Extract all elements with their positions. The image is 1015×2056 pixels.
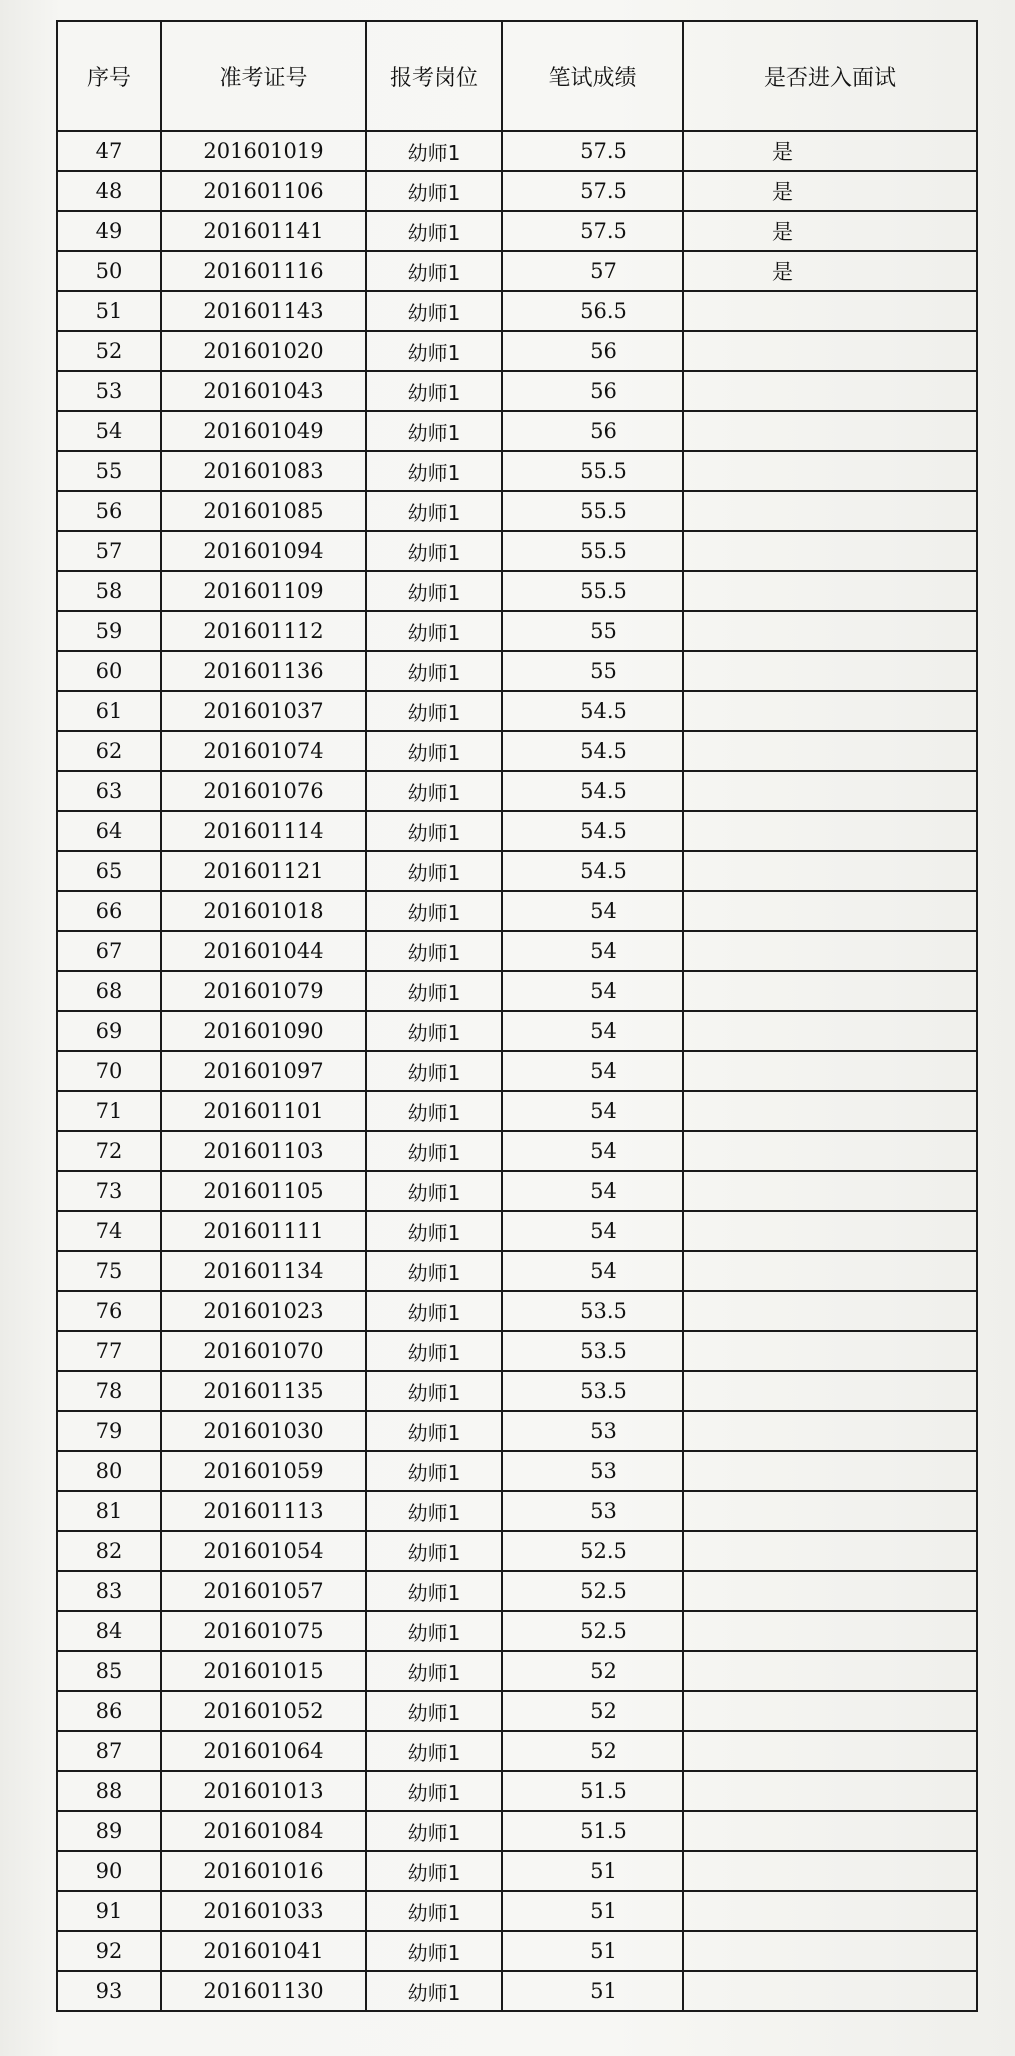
table-row <box>57 1371 977 1411</box>
cell-interview-status <box>683 1971 977 2011</box>
cell-admission-ticket: 201601037 <box>161 691 366 731</box>
cell-interview-status <box>683 1571 977 1611</box>
cell-written-score: 53 <box>502 1491 683 1531</box>
cell-applied-post: 幼师1 <box>366 1571 502 1611</box>
cell-admission-ticket: 201601097 <box>161 1051 366 1091</box>
cell-interview-status <box>683 1891 977 1931</box>
cell-admission-ticket: 201601111 <box>161 1211 366 1251</box>
cell-applied-post: 幼师1 <box>366 1691 502 1731</box>
cell-interview-status <box>683 1491 977 1531</box>
cell-written-score: 56 <box>502 411 683 451</box>
table-row <box>57 291 977 331</box>
cell-written-score: 54 <box>502 1091 683 1131</box>
cell-serial-number: 89 <box>57 1811 161 1851</box>
cell-applied-post: 幼师1 <box>366 131 502 171</box>
table-row <box>57 1131 977 1171</box>
cell-admission-ticket: 201601015 <box>161 1651 366 1691</box>
cell-applied-post: 幼师1 <box>366 331 502 371</box>
cell-admission-ticket: 201601041 <box>161 1931 366 1971</box>
cell-applied-post: 幼师1 <box>366 1891 502 1931</box>
cell-written-score: 57.5 <box>502 131 683 171</box>
cell-written-score: 54.5 <box>502 691 683 731</box>
cell-admission-ticket: 201601141 <box>161 211 366 251</box>
cell-serial-number: 72 <box>57 1131 161 1171</box>
cell-admission-ticket: 201601143 <box>161 291 366 331</box>
table-row <box>57 731 977 771</box>
table-row <box>57 1091 977 1131</box>
cell-written-score: 53.5 <box>502 1371 683 1411</box>
cell-written-score: 54 <box>502 1011 683 1051</box>
cell-interview-status <box>683 1051 977 1091</box>
cell-applied-post: 幼师1 <box>366 531 502 571</box>
table-row <box>57 331 977 371</box>
cell-serial-number: 57 <box>57 531 161 571</box>
cell-serial-number: 84 <box>57 1611 161 1651</box>
cell-admission-ticket: 201601043 <box>161 371 366 411</box>
cell-applied-post: 幼师1 <box>366 1291 502 1331</box>
cell-interview-status <box>683 1651 977 1691</box>
cell-admission-ticket: 201601109 <box>161 571 366 611</box>
table-row <box>57 931 977 971</box>
cell-interview-status: 是 <box>683 251 977 291</box>
table-row <box>57 1011 977 1051</box>
cell-written-score: 51 <box>502 1851 683 1891</box>
cell-serial-number: 66 <box>57 891 161 931</box>
cell-interview-status <box>683 1691 977 1731</box>
cell-interview-status <box>683 451 977 491</box>
cell-interview-status <box>683 1251 977 1291</box>
cell-admission-ticket: 201601085 <box>161 491 366 531</box>
cell-serial-number: 49 <box>57 211 161 251</box>
cell-admission-ticket: 201601064 <box>161 1731 366 1771</box>
cell-written-score: 55.5 <box>502 491 683 531</box>
cell-written-score: 54 <box>502 1051 683 1091</box>
cell-interview-status <box>683 291 977 331</box>
cell-applied-post: 幼师1 <box>366 731 502 771</box>
cell-admission-ticket: 201601052 <box>161 1691 366 1731</box>
cell-applied-post: 幼师1 <box>366 1371 502 1411</box>
table-row <box>57 1451 977 1491</box>
table-row <box>57 251 977 291</box>
cell-applied-post: 幼师1 <box>366 811 502 851</box>
cell-written-score: 54 <box>502 1251 683 1291</box>
cell-serial-number: 65 <box>57 851 161 891</box>
cell-applied-post: 幼师1 <box>366 491 502 531</box>
cell-applied-post: 幼师1 <box>366 1971 502 2011</box>
table-row <box>57 1851 977 1891</box>
cell-serial-number: 55 <box>57 451 161 491</box>
cell-written-score: 55.5 <box>502 571 683 611</box>
cell-admission-ticket: 201601059 <box>161 1451 366 1491</box>
cell-written-score: 54 <box>502 1171 683 1211</box>
cell-admission-ticket: 201601057 <box>161 1571 366 1611</box>
cell-written-score: 52.5 <box>502 1571 683 1611</box>
cell-serial-number: 73 <box>57 1171 161 1211</box>
cell-admission-ticket: 201601044 <box>161 931 366 971</box>
cell-serial-number: 48 <box>57 171 161 211</box>
cell-admission-ticket: 201601019 <box>161 131 366 171</box>
cell-interview-status <box>683 611 977 651</box>
cell-serial-number: 78 <box>57 1371 161 1411</box>
cell-interview-status <box>683 1291 977 1331</box>
table-row <box>57 891 977 931</box>
cell-admission-ticket: 201601049 <box>161 411 366 451</box>
table-row <box>57 491 977 531</box>
table-row <box>57 691 977 731</box>
cell-admission-ticket: 201601103 <box>161 1131 366 1171</box>
table-row <box>57 1691 977 1731</box>
table-row <box>57 1731 977 1771</box>
cell-applied-post: 幼师1 <box>366 1771 502 1811</box>
cell-interview-status <box>683 771 977 811</box>
cell-serial-number: 67 <box>57 931 161 971</box>
cell-applied-post: 幼师1 <box>366 1411 502 1451</box>
cell-applied-post: 幼师1 <box>366 1211 502 1251</box>
cell-written-score: 52 <box>502 1731 683 1771</box>
cell-serial-number: 86 <box>57 1691 161 1731</box>
cell-written-score: 56.5 <box>502 291 683 331</box>
cell-written-score: 54 <box>502 891 683 931</box>
cell-admission-ticket: 201601134 <box>161 1251 366 1291</box>
cell-applied-post: 幼师1 <box>366 211 502 251</box>
cell-serial-number: 71 <box>57 1091 161 1131</box>
cell-applied-post: 幼师1 <box>366 651 502 691</box>
cell-serial-number: 47 <box>57 131 161 171</box>
cell-serial-number: 50 <box>57 251 161 291</box>
cell-serial-number: 56 <box>57 491 161 531</box>
cell-admission-ticket: 201601112 <box>161 611 366 651</box>
cell-interview-status <box>683 411 977 451</box>
table-row <box>57 411 977 451</box>
cell-serial-number: 80 <box>57 1451 161 1491</box>
cell-interview-status <box>683 1931 977 1971</box>
cell-admission-ticket: 201601018 <box>161 891 366 931</box>
cell-interview-status: 是 <box>683 211 977 251</box>
table-row <box>57 451 977 491</box>
cell-admission-ticket: 201601094 <box>161 531 366 571</box>
cell-interview-status <box>683 1611 977 1651</box>
cell-applied-post: 幼师1 <box>366 251 502 291</box>
table-row <box>57 851 977 891</box>
cell-interview-status: 是 <box>683 171 977 211</box>
cell-serial-number: 93 <box>57 1971 161 2011</box>
table-row <box>57 1971 977 2011</box>
cell-interview-status: 是 <box>683 131 977 171</box>
table-row <box>57 1891 977 1931</box>
cell-serial-number: 68 <box>57 971 161 1011</box>
cell-serial-number: 58 <box>57 571 161 611</box>
table-row <box>57 1251 977 1291</box>
cell-interview-status <box>683 491 977 531</box>
cell-interview-status <box>683 1091 977 1131</box>
cell-applied-post: 幼师1 <box>366 291 502 331</box>
cell-written-score: 55 <box>502 611 683 651</box>
cell-admission-ticket: 201601013 <box>161 1771 366 1811</box>
cell-applied-post: 幼师1 <box>366 1651 502 1691</box>
cell-serial-number: 79 <box>57 1411 161 1451</box>
cell-serial-number: 76 <box>57 1291 161 1331</box>
cell-interview-status <box>683 1771 977 1811</box>
cell-applied-post: 幼师1 <box>366 1531 502 1571</box>
header-interview-status: 是否进入面试 <box>683 21 977 131</box>
table-row <box>57 1171 977 1211</box>
cell-written-score: 53 <box>502 1411 683 1451</box>
table-row <box>57 571 977 611</box>
cell-admission-ticket: 201601070 <box>161 1331 366 1371</box>
cell-applied-post: 幼师1 <box>366 971 502 1011</box>
cell-written-score: 51 <box>502 1931 683 1971</box>
cell-admission-ticket: 201601135 <box>161 1371 366 1411</box>
cell-written-score: 53.5 <box>502 1331 683 1371</box>
cell-serial-number: 92 <box>57 1931 161 1971</box>
cell-serial-number: 77 <box>57 1331 161 1371</box>
cell-applied-post: 幼师1 <box>366 571 502 611</box>
cell-written-score: 52.5 <box>502 1611 683 1651</box>
header-applied-post: 报考岗位 <box>366 21 502 131</box>
cell-applied-post: 幼师1 <box>366 1011 502 1051</box>
cell-applied-post: 幼师1 <box>366 1171 502 1211</box>
exam-results-table <box>56 20 978 2012</box>
cell-serial-number: 90 <box>57 1851 161 1891</box>
cell-serial-number: 75 <box>57 1251 161 1291</box>
cell-admission-ticket: 201601130 <box>161 1971 366 2011</box>
cell-written-score: 53.5 <box>502 1291 683 1331</box>
cell-applied-post: 幼师1 <box>366 171 502 211</box>
table-body <box>57 131 977 2011</box>
cell-interview-status <box>683 1011 977 1051</box>
table-row <box>57 211 977 251</box>
cell-applied-post: 幼师1 <box>366 451 502 491</box>
cell-written-score: 54.5 <box>502 771 683 811</box>
cell-interview-status <box>683 811 977 851</box>
cell-serial-number: 70 <box>57 1051 161 1091</box>
cell-written-score: 56 <box>502 331 683 371</box>
cell-applied-post: 幼师1 <box>366 1091 502 1131</box>
cell-serial-number: 62 <box>57 731 161 771</box>
cell-written-score: 55.5 <box>502 451 683 491</box>
cell-interview-status <box>683 731 977 771</box>
cell-written-score: 53 <box>502 1451 683 1491</box>
cell-serial-number: 51 <box>57 291 161 331</box>
table-row <box>57 771 977 811</box>
cell-admission-ticket: 201601033 <box>161 1891 366 1931</box>
cell-written-score: 54.5 <box>502 731 683 771</box>
cell-interview-status <box>683 971 977 1011</box>
table-header-row <box>57 21 977 131</box>
table-row <box>57 531 977 571</box>
cell-applied-post: 幼师1 <box>366 1491 502 1531</box>
cell-interview-status <box>683 571 977 611</box>
cell-admission-ticket: 201601030 <box>161 1411 366 1451</box>
table-row <box>57 1771 977 1811</box>
table-row <box>57 651 977 691</box>
cell-serial-number: 52 <box>57 331 161 371</box>
cell-interview-status <box>683 851 977 891</box>
table-row <box>57 1811 977 1851</box>
table-row <box>57 611 977 651</box>
cell-admission-ticket: 201601136 <box>161 651 366 691</box>
cell-admission-ticket: 201601054 <box>161 1531 366 1571</box>
cell-serial-number: 81 <box>57 1491 161 1531</box>
cell-admission-ticket: 201601106 <box>161 171 366 211</box>
cell-applied-post: 幼师1 <box>366 1931 502 1971</box>
table-row <box>57 1931 977 1971</box>
cell-written-score: 51.5 <box>502 1811 683 1851</box>
cell-serial-number: 61 <box>57 691 161 731</box>
cell-applied-post: 幼师1 <box>366 1131 502 1171</box>
table-row <box>57 811 977 851</box>
cell-written-score: 54 <box>502 1211 683 1251</box>
cell-serial-number: 60 <box>57 651 161 691</box>
cell-serial-number: 53 <box>57 371 161 411</box>
table-row <box>57 1651 977 1691</box>
cell-serial-number: 63 <box>57 771 161 811</box>
table-row <box>57 1491 977 1531</box>
cell-interview-status <box>683 1731 977 1771</box>
cell-applied-post: 幼师1 <box>366 771 502 811</box>
cell-admission-ticket: 201601084 <box>161 1811 366 1851</box>
cell-applied-post: 幼师1 <box>366 1811 502 1851</box>
cell-interview-status <box>683 1411 977 1451</box>
cell-written-score: 51 <box>502 1971 683 2011</box>
cell-interview-status <box>683 1531 977 1571</box>
table-row <box>57 1291 977 1331</box>
cell-interview-status <box>683 331 977 371</box>
cell-written-score: 54 <box>502 971 683 1011</box>
table-row <box>57 131 977 171</box>
cell-applied-post: 幼师1 <box>366 851 502 891</box>
cell-serial-number: 85 <box>57 1651 161 1691</box>
header-admission-ticket: 准考证号 <box>161 21 366 131</box>
cell-admission-ticket: 201601075 <box>161 1611 366 1651</box>
cell-interview-status <box>683 1851 977 1891</box>
cell-applied-post: 幼师1 <box>366 1051 502 1091</box>
table-row <box>57 1051 977 1091</box>
cell-admission-ticket: 201601079 <box>161 971 366 1011</box>
cell-interview-status <box>683 1331 977 1371</box>
cell-written-score: 54 <box>502 931 683 971</box>
header-serial-number: 序号 <box>57 21 161 131</box>
cell-interview-status <box>683 691 977 731</box>
cell-interview-status <box>683 1211 977 1251</box>
cell-admission-ticket: 201601101 <box>161 1091 366 1131</box>
cell-written-score: 52 <box>502 1691 683 1731</box>
cell-applied-post: 幼师1 <box>366 1611 502 1651</box>
cell-written-score: 57.5 <box>502 211 683 251</box>
cell-serial-number: 82 <box>57 1531 161 1571</box>
cell-serial-number: 88 <box>57 1771 161 1811</box>
cell-admission-ticket: 201601114 <box>161 811 366 851</box>
cell-applied-post: 幼师1 <box>366 371 502 411</box>
cell-written-score: 55 <box>502 651 683 691</box>
cell-serial-number: 91 <box>57 1891 161 1931</box>
cell-applied-post: 幼师1 <box>366 1851 502 1891</box>
cell-admission-ticket: 201601113 <box>161 1491 366 1531</box>
table-row <box>57 171 977 211</box>
cell-written-score: 57 <box>502 251 683 291</box>
cell-admission-ticket: 201601121 <box>161 851 366 891</box>
cell-applied-post: 幼师1 <box>366 1251 502 1291</box>
cell-applied-post: 幼师1 <box>366 891 502 931</box>
cell-admission-ticket: 201601016 <box>161 1851 366 1891</box>
table-row <box>57 1531 977 1571</box>
cell-admission-ticket: 201601076 <box>161 771 366 811</box>
cell-serial-number: 54 <box>57 411 161 451</box>
table-row <box>57 1611 977 1651</box>
cell-written-score: 52.5 <box>502 1531 683 1571</box>
cell-admission-ticket: 201601083 <box>161 451 366 491</box>
cell-applied-post: 幼师1 <box>366 1731 502 1771</box>
cell-interview-status <box>683 1131 977 1171</box>
cell-written-score: 54.5 <box>502 851 683 891</box>
cell-interview-status <box>683 891 977 931</box>
cell-interview-status <box>683 1371 977 1411</box>
cell-interview-status <box>683 1171 977 1211</box>
table-row <box>57 1411 977 1451</box>
cell-applied-post: 幼师1 <box>366 1451 502 1491</box>
cell-applied-post: 幼师1 <box>366 1331 502 1371</box>
table-row <box>57 1331 977 1371</box>
cell-interview-status <box>683 1451 977 1491</box>
cell-applied-post: 幼师1 <box>366 931 502 971</box>
cell-applied-post: 幼师1 <box>366 411 502 451</box>
table-row <box>57 1571 977 1611</box>
cell-admission-ticket: 201601074 <box>161 731 366 771</box>
cell-interview-status <box>683 651 977 691</box>
cell-interview-status <box>683 931 977 971</box>
cell-written-score: 57.5 <box>502 171 683 211</box>
cell-written-score: 54 <box>502 1131 683 1171</box>
cell-applied-post: 幼师1 <box>366 691 502 731</box>
cell-admission-ticket: 201601105 <box>161 1171 366 1211</box>
cell-serial-number: 64 <box>57 811 161 851</box>
table-row <box>57 971 977 1011</box>
cell-serial-number: 74 <box>57 1211 161 1251</box>
cell-admission-ticket: 201601090 <box>161 1011 366 1051</box>
table-row <box>57 371 977 411</box>
cell-written-score: 55.5 <box>502 531 683 571</box>
cell-written-score: 56 <box>502 371 683 411</box>
cell-written-score: 51.5 <box>502 1771 683 1811</box>
cell-written-score: 54.5 <box>502 811 683 851</box>
header-written-score: 笔试成绩 <box>502 21 683 131</box>
cell-admission-ticket: 201601020 <box>161 331 366 371</box>
table-row <box>57 1211 977 1251</box>
cell-admission-ticket: 201601116 <box>161 251 366 291</box>
cell-serial-number: 59 <box>57 611 161 651</box>
cell-applied-post: 幼师1 <box>366 611 502 651</box>
cell-serial-number: 83 <box>57 1571 161 1611</box>
cell-interview-status <box>683 1811 977 1851</box>
cell-serial-number: 69 <box>57 1011 161 1051</box>
cell-written-score: 51 <box>502 1891 683 1931</box>
cell-interview-status <box>683 531 977 571</box>
cell-interview-status <box>683 371 977 411</box>
cell-admission-ticket: 201601023 <box>161 1291 366 1331</box>
cell-written-score: 52 <box>502 1651 683 1691</box>
cell-serial-number: 87 <box>57 1731 161 1771</box>
